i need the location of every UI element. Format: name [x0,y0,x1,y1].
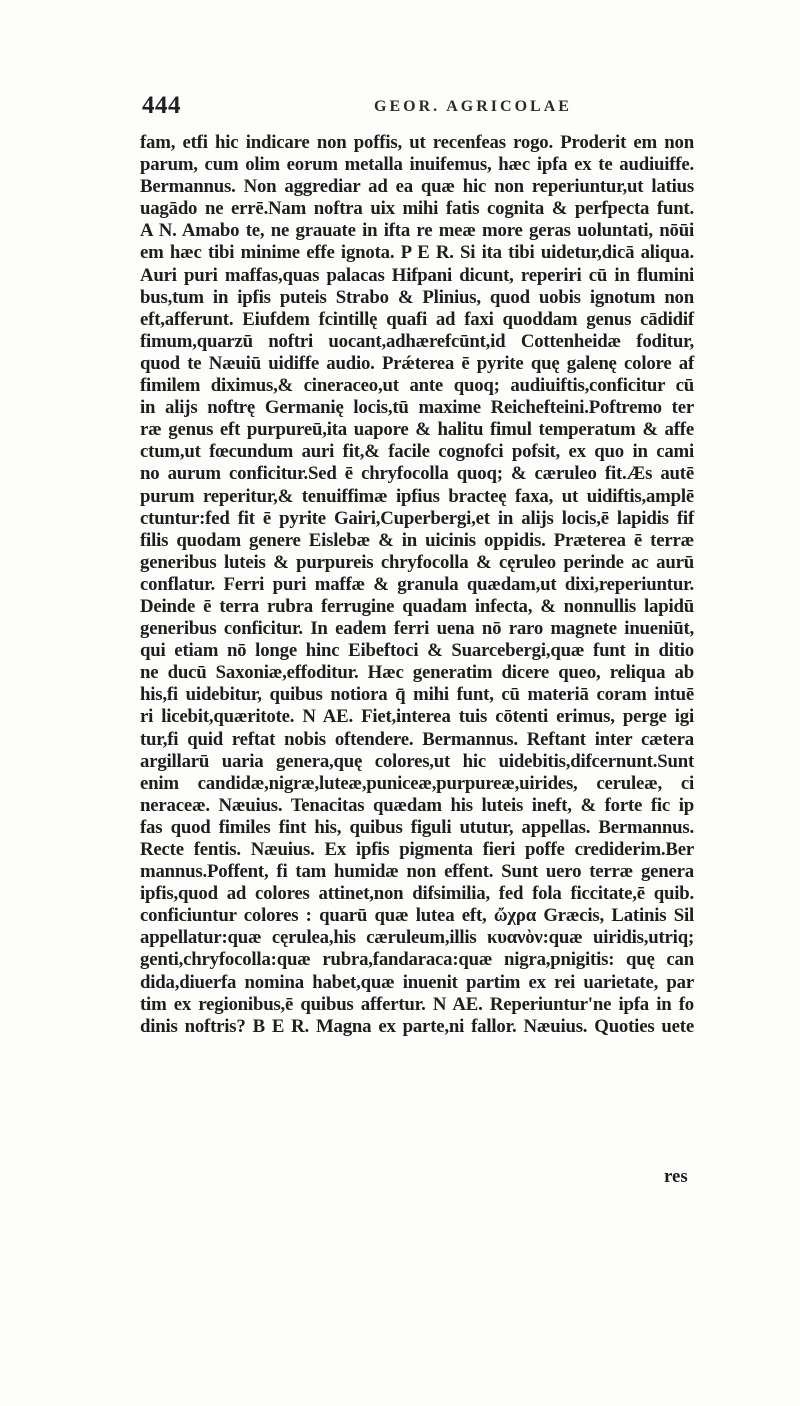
text-line: fas quod fimiles fint his, quibus figuli ututur, appellas. Bermannus. [140,816,694,838]
text-line: ipfis,quod ad colores attinet,non difsimilia, fed fola ficcitate,ē quib. [140,883,694,905]
text-line: conficiuntur colores : quarū quæ lutea eft, ὤχρα Græcis, Latinis Sil [140,905,694,927]
text-line: ræ genus eft purpureū,ita uapore & halitu fimul temperatum & affe [140,419,694,441]
text-line: quod te Næuiū uidiffe audio. Prǽterea ē pyrite quę galenę colore af [140,352,694,374]
text-line: Bermannus. Non aggrediar ad ea quæ hic non reperiuntur,ut latius [140,176,694,198]
text-line: ri licebit,quæritote. N AE. Fiet,interea tuis cōtenti erimus, perge igi [140,706,694,728]
text-line: argillarū uaria genera,quę colores,ut hic uidebitis,difcernunt.Sunt [140,750,694,772]
text-line: appellatur:quæ cęrulea,his cæruleum,illis κυανὸν:quæ uiridis,utriq; [140,927,694,949]
text-line: em hæc tibi minime effe ignota. P E R. Si ita tibi uidetur,dicā aliqua. [140,242,694,264]
text-line: fimilem diximus,& cineraceo,ut ante quoq; audiuiftis,conficitur cū [140,375,694,397]
text-line: ctum,ut fœcundum auri fit,& facile cognofci pofsit, ex quo in cami [140,441,694,463]
text-line: qui etiam nō longe hinc Eibeftoci & Suarcebergi,quæ funt in ditio [140,640,694,662]
text-line: bus,tum in ipfis puteis Strabo & Plinius, quod uobis ignotum non [140,286,694,308]
text-line: parum, cum olim eorum metalla inuifemus, hæc ipfa ex te audiuiffe. [140,154,694,176]
text-line: tur,fi quid reftat nobis oftendere. Bermannus. Reftant inter cætera [140,728,694,750]
text-line: genti,chryfocolla:quæ rubra,fandaraca:quæ nigra,pnigitis: quę can [140,949,694,971]
text-line: fam, etfi hic indicare non poffis, ut recenfeas rogo. Proderit em non [140,132,694,153]
text-line: dida,diuerfa nomina habet,quæ inuenit partim ex rei uarietate, par [140,971,694,993]
text-line: dinis noftris? B E R. Magna ex parte,ni fallor. Næuius. Quoties uete [140,1015,694,1037]
text-line: conflatur. Ferri puri maffæ & granula quædam,ut dixi,reperiuntur. [140,573,694,595]
page-number: 444 [142,92,181,119]
text-line: A N. Amabo te, ne grauate in ifta re meæ more geras uoluntati, nōūi [140,220,694,242]
running-title: GEOR. AGRICOLAE [374,98,572,115]
text-line: eft,afferunt. Eiufdem fcintillę quafi ad faxi quoddam genus cādidif [140,308,694,330]
text-line: mannus.Poffent, fi tam humidæ non effent. Sunt uero terræ genera [140,861,694,883]
text-line: fimum,quarzū noftri uocant,adhærefcūnt,id Cottenheidæ foditur, [140,330,694,352]
text-line: purum reperitur,& tenuiffimæ ipfius bracteę faxa, ut uidiftis,amplē [140,485,694,507]
text-line: enim candidæ,nigræ,luteæ,puniceæ,purpureæ,uirides, ceruleæ, ci [140,772,694,794]
text-line: generibus luteis & purpureis chryfocolla & cęruleo perinde ac aurū [140,551,694,573]
text-line: Deinde ē terra rubra ferrugine quadam infecta, & nonnullis lapidū [140,595,694,617]
text-line: Auri puri maffas,quas palacas Hifpani dicunt, reperiri cū in flumini [140,264,694,286]
body-text [140,132,694,1038]
running-head [142,92,682,122]
text-line: ne ducū Saxoniæ,effoditur. Hæc generatim dicere queo, reliqua ab [140,662,694,684]
text-line: no aurum conficitur.Sed ē chryfocolla quoq; & cæruleo fit.Æs autē [140,463,694,485]
text-line: in alijs noftrę Germanię locis,tū maxime Reichefteini.Poftremo ter [140,397,694,419]
catchword: res [664,1166,688,1187]
text-line: filis quodam genere Eislebæ & in uicinis oppidis. Præterea ē terræ [140,529,694,551]
text-line: tim ex regionibus,ē quibus affertur. N AE. Reperiuntur'ne ipfa in fo [140,993,694,1015]
text-line: ctuntur:fed fit ē pyrite Gairi,Cuperbergi,et in alijs locis,ē lapidis fif [140,507,694,529]
text-line: uagādo ne errē.Nam noftra uix mihi fatis cognita & perfpecta funt. [140,198,694,220]
text-line: neraceæ. Næuius. Tenacitas quædam his luteis ineft, & forte fic ip [140,794,694,816]
text-line: Recte fentis. Næuius. Ex ipfis pigmenta fieri poffe crediderim.Ber [140,839,694,860]
text-line: his,fi uidebitur, quibus notiora q̄ mihi funt, cū materiā coram intuē [140,684,694,706]
text-line: generibus conficitur. In eadem ferri uena nō raro magnete inueniūt, [140,618,694,640]
